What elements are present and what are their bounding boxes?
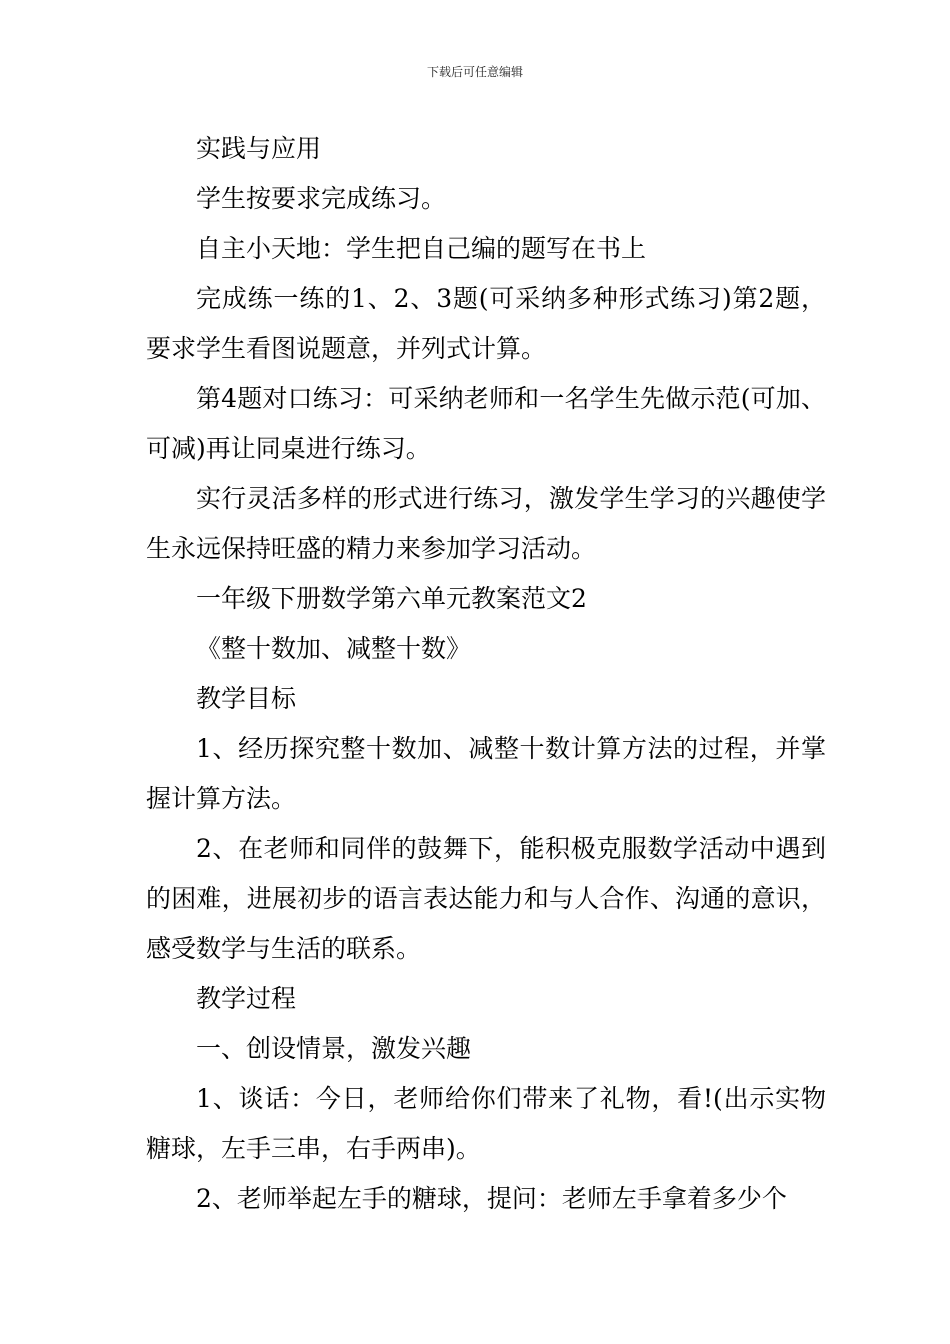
heading-teaching-goals: 教学目标 (196, 684, 297, 713)
document-body (146, 124, 826, 1224)
paragraph: 1、谈话：今日，老师给你们带来了礼物，看!(出示实物糖球，左手三串，右手两串)。 (146, 1084, 826, 1163)
paragraph: 第4题对口练习：可采纳老师和一名学生先做示范(可加、可减)再让同桌进行练习。 (146, 384, 826, 463)
paragraph: 2、老师举起左手的糖球，提问：老师左手拿着多少个 (196, 1184, 787, 1213)
page-header: 下载后可任意编辑 (426, 65, 523, 79)
paragraph: 实行灵活多样的形式进行练习，激发学生学习的兴趣使学生永远保持旺盛的精力来参加学习活动。 (146, 484, 826, 563)
subheading: 一、创设情景，激发兴趣 (196, 1034, 472, 1063)
paragraph: 1、经历探究整十数加、减整十数计算方法的过程，并掌握计算方法。 (146, 734, 826, 813)
paragraph: 2、在老师和同伴的鼓舞下，能积极克服数学活动中遇到的困难，进展初步的语言表达能力和与人合作、沟通的意识，感受数学与生活的联系。 (146, 834, 826, 963)
lesson-title: 《整十数加、减整十数》 (196, 634, 472, 663)
section-title: 一年级下册数学第六单元教案范文2 (196, 584, 587, 613)
paragraph: 实践与应用 (196, 134, 322, 163)
paragraph: 自主小天地：学生把自己编的题写在书上 (196, 234, 647, 263)
heading-teaching-process: 教学过程 (196, 984, 297, 1013)
paragraph: 完成练一练的1、2、3题(可采纳多种形式练习)第2题，要求学生看图说题意，并列式计算。 (146, 284, 826, 363)
paragraph: 学生按要求完成练习。 (196, 184, 447, 213)
